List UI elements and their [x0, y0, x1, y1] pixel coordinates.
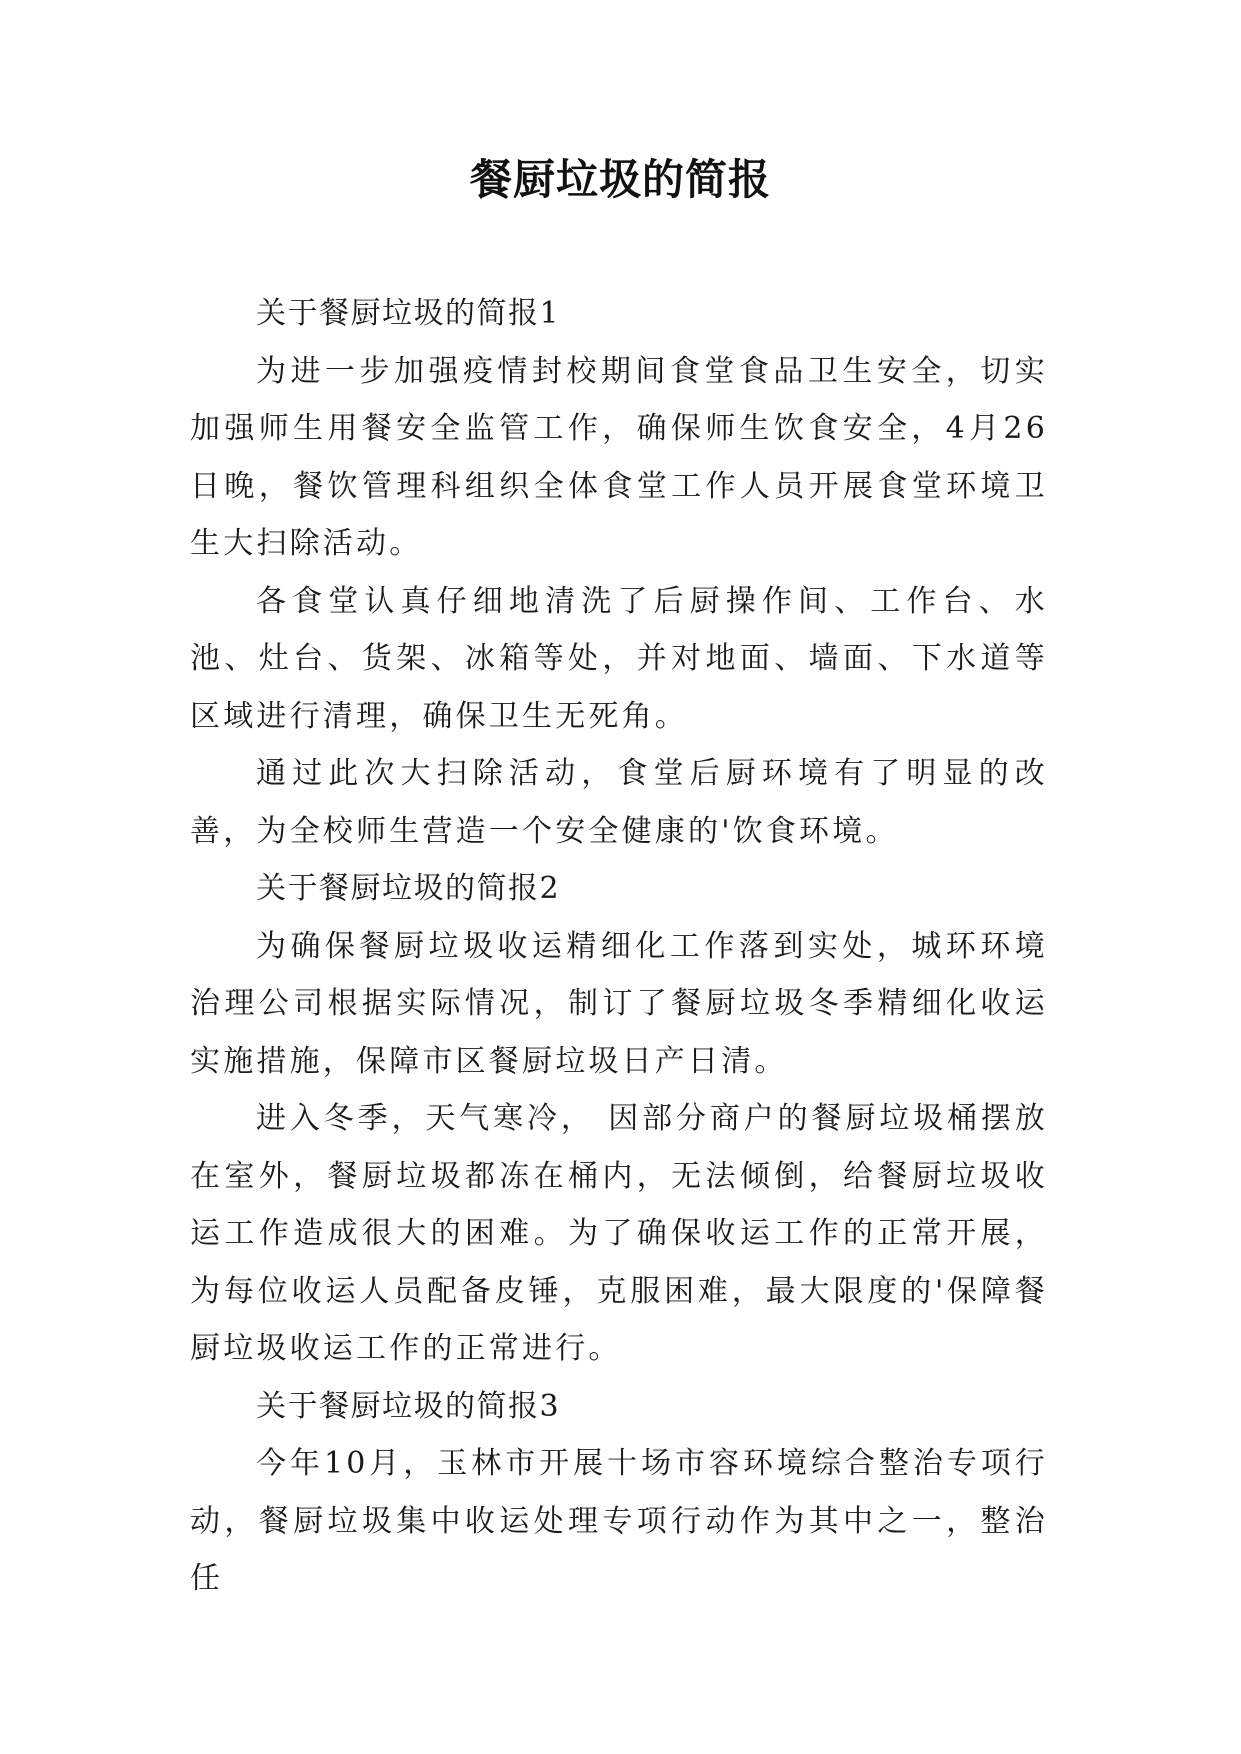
- body-paragraph: 通过此次大扫除活动，食堂后厨环境有了明显的改善，为全校师生营造一个安全健康的'饮食环境。: [190, 756, 1048, 849]
- section-heading-1: 关于餐厨垃圾的简报1: [256, 296, 561, 331]
- section-heading-3: 关于餐厨垃圾的简报3: [256, 1388, 561, 1424]
- body-paragraph: 各食堂认真仔细地清洗了后厨操作间、工作台、水池、灶台、货架、冰箱等处，并对地面、墙面、下水道等区域进行清理，确保卫生无死角。: [190, 583, 1048, 734]
- section-heading-2: 关于餐厨垃圾的简报2: [256, 871, 561, 906]
- document-title: 餐厨垃圾的简报: [469, 155, 771, 204]
- document-body: [190, 285, 1048, 1608]
- body-paragraph: 为进一步加强疫情封校期间食堂食品卫生安全，切实加强师生用餐安全监管工作，确保师生饮食安全，4月26日晚，餐饮管理科组织全体食堂工作人员开展食堂环境卫生大扫除活动。: [190, 353, 1048, 561]
- body-paragraph: 进入冬季，天气寒冷， 因部分商户的餐厨垃圾桶摆放在室外，餐厨垃圾都冻在桶内，无法倾倒，给餐厨垃圾收运工作造成很大的困难。为了确保收运工作的正常开展，为每位收运人员配备皮锤，克服困难，最大限度的'保障餐厨垃圾收运工作的正常进行。: [190, 1101, 1048, 1366]
- body-paragraph: 今年10月，玉林市开展十场市容环境综合整治专项行动，餐厨垃圾集中收运处理专项行动作为其中之一，整治任: [190, 1446, 1048, 1596]
- body-paragraph: 为确保餐厨垃圾收运精细化工作落到实处，城环环境治理公司根据实际情况，制订了餐厨垃圾冬季精细化收运实施措施，保障市区餐厨垃圾日产日清。: [190, 928, 1048, 1079]
